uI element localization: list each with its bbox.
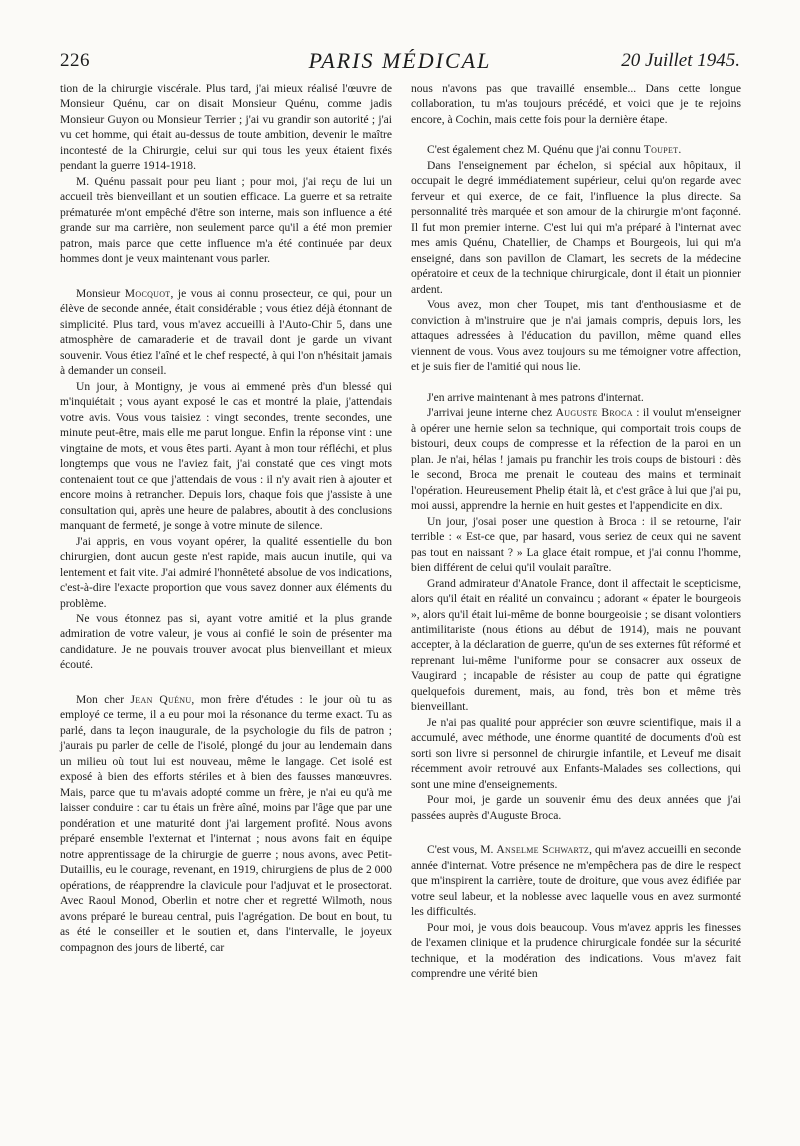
person-name: Auguste Broca (555, 407, 633, 420)
paragraph: J'ai appris, en vous voyant opérer, la qualité essentielle du bon chirurgien, dont aucun geste n'est rapide, mais aucun inutile, qui va lentement et fait vite. J'ai admiré l'honnêteté absolue de vos indications, c'est-à-dire l'exacte proportion que vous savez donner aux éléments du problème. (60, 535, 392, 610)
paragraph: M. Quénu passait pour peu liant ; pour moi, j'ai reçu de lui un accueil très bienveillant et un soutien efficace. La guerre et sa retraite prématurée m'ont empêché d'être son interne, mais son influence a été grande sur ma carrière, non seulement parce qu'il a été mon premier patron, mais parce que cette influence m'a été continuée par deux hommes dont je veux maintenant vous parler. (60, 175, 392, 266)
paragraph-jean-quenu: Mon cher Jean Quénu, mon frère d'études : le jour où tu as employé ce terme, il a eu pour moi la résonance du terme exact. Tu as parlé, dans ta leçon inaugurale, de la psychologie du fils de patron ; j'aurais pu parler de celle de l'isolé, plongé du jour au lendemain dans un milieu où tout lui est nouveau, même le langage. Cet isolé est exposé à bien des efforts stériles et à bien des fausses manœuvres. Mais, parce que tu m'avais adopté comme un frère, je n'ai eu qu'à me laisser conduire : car tu étais un frère aîné, moins par l'âge que par une pondération et une maturité dont j'ai largement profité. Nous avons préparé ensemble l'externat et l'internat ; nous avons fait en équipe notre apprentissage de la chirurgie de guerre ; nous avons, avec Petit-Dutaillis, eu le courage, revenant, en 1919, chirurgiens de plus de 2 000 opérations, de réapprendre la clavicule pour l'adjuvat et le prosectorat. Avec Raoul Monod, Oberlin et notre cher et regretté Wilmoth, nous avons préparé le bureau central, puis l'agrégation. De bout en bout, tu as été le conseiller et le soutien et, dans l'intervalle, le joyeux compagnon des jours de liberté, car (60, 693, 392, 954)
paragraph-schwartz: C'est vous, M. Anselme Schwartz, qui m'avez accueilli en seconde année d'internat. Votre présence ne m'empêchera pas de dire le respect que m'inspirent la carrière, toute de droiture, que vous avez édifiée par votre seul labeur, et la noblesse avec laquelle vous en avez surmonté les difficultés. (411, 844, 741, 919)
paragraph: Pour moi, je vous dois beaucoup. Vous m'avez appris les finesses de l'examen clinique et la prudence chirurgicale fondée sur la sécurité technique, et la modération des indications. Vous m'avez fait comprendre une vérité bien (411, 921, 741, 981)
paragraph-toupet: C'est également chez M. Quénu que j'ai connu Toupet. (427, 144, 682, 157)
person-name: Anselme Schwartz (496, 844, 590, 857)
paragraph: tion de la chirurgie viscérale. Plus tard, j'ai mieux réalisé l'œuvre de Monsieur Quénu, car on disait Monsieur Quénu, comme jadis Monsieur Guyon ou Monsieur Terrier ; j'ai vu grandir son autorité ; j'ai vu cet homme, qui était au-dessus de toute ambition, devenir le maître incontesté de la Chirurgie, celui sur qui tous les yeux étaient fixés pendant la guerre 1914-1918. (60, 83, 392, 173)
page-number: 226 (60, 50, 90, 71)
person-name: Mocquot (124, 287, 171, 300)
paragraph-mocquot: Monsieur Mocquot, je vous ai connu prosecteur, ce qui, pour un élève de seconde année, était considérable ; vous étiez déjà étonnant de simplicité. Plus tard, vous m'avez accueilli à l'Auto-Chir 5, dans une atmosphère de camaraderie et de travail dont je garde un vivant souvenir. Vous étiez l'aîné et le chef respecté, à qui l'on n'hésitait jamais à demander un conseil. (60, 287, 392, 378)
paragraph: Dans l'enseignement par échelon, si spécial aux hôpitaux, il occupait le degré immédiatement supérieur, celui qu'on regarde avec ferveur et qui exerce, de ce fait, l'influence la plus directe. Sa personnalité très marquée et son amour de la chirurgie m'ont façonné. Il fut mon premier interne. C'est lui qui m'a préparé à l'internat avec mes amis Quénu, Chatellier, de Champs et Bourgeois, lui qui m'a enseigné, dans son pavillon de Clamart, les secrets de la médecine opératoire et ceux de la technique chirurgicale, dont il était un pionnier ardent. (411, 159, 741, 296)
left-column (60, 82, 392, 956)
person-name: Toupet (643, 144, 679, 157)
paragraph: Un jour, à Montigny, je vous ai emmené près d'un blessé qui m'inquiétait ; vous ayant exposé le cas et montré la plaie, j'attendais votre avis. Vous vous taisiez : vingt secondes, trente secondes, une minute peut-être, mais elle me parut longue. Enfin la réponse vint : une vingtaine de mots, et vous êtes parti. Ayant à mon tour réfléchi, et plus longtemps que vous ne l'aviez fait, j'ai constaté que ces vingt mots contenaient tout ce que j'attendais de vous : il n'y avait rien à ajouter et encore moins à retrancher. Depuis lors, chaque fois que j'assiste à une consultation qui, après une heure de palabres, aboutit à des conclusions manquant de fermeté, je songe à votre minute de silence. (60, 380, 392, 533)
paragraph: Vous avez, mon cher Toupet, mis tant d'enthousiasme et de conviction à m'instruire que je n'ai jamais compris, depuis lors, les attaques adressées à l'éducation du pavillon, même quand elles viennent de vous. Vous avez toujours su me témoigner votre affection, et je suis fier de l'amitié qui nous lie. (411, 299, 741, 374)
running-header (60, 48, 740, 76)
paragraph: Ne vous étonnez pas si, ayant votre amitié et la plus grande admiration de votre valeur, je vous ai confié le soin de présenter ma candidature. Je ne pouvais trouver avocat plus bienveillant et mieux écouté. (60, 612, 392, 672)
issue-date: 20 Juillet 1945. (621, 50, 740, 71)
paragraph: Je n'ai pas qualité pour apprécier son œuvre scientifique, mais il a accumulé, avec méthode, une énorme quantité de documents d'où est sorti son livre si personnel de chirurgie infantile, et Leveuf me disait récemment avoir retrouvé aux Enfants-Malades ses collections, qui sont une mine d'enseignements. (411, 716, 741, 791)
paragraph: J'en arrive maintenant à mes patrons d'internat. (427, 391, 644, 404)
paragraph-broca: J'arrivai jeune interne chez Auguste Broca : il voulut m'enseigner à opérer une hernie selon sa technique, qui comportait trois coups de bistouri, deux coups de compresse et la réfection de la paroi en un plan. Je n'ai, hélas ! jamais pu franchir les trois coups de bistouri : dès le second, Broca me prenait le couteau des mains et terminait l'opération. Heureusement Phelip était là, et c'est grâce à lui que j'ai pu, moi aussi, apprendre la hernie en huit gestes et l'appendicite en dix. (411, 407, 741, 513)
paragraph: Un jour, j'osai poser une question à Broca : il se retourne, l'air terrible : « Est-ce que, par hasard, vous seriez de ceux qui ne savent pas tout en naissant ? » La glace était rompue, et j'ai connu l'homme, bien différent de celui qu'il voulait paraître. (411, 515, 741, 575)
paragraph: nous n'avons pas que travaillé ensemble... Dans cette longue collaboration, tu m'as toujours précédé, et voici que je te rejoins encore, à Cochin, mais cette fois pour la dernière étape. (411, 83, 741, 126)
journal-title: PARIS MÉDICAL (308, 48, 492, 73)
person-name: Jean Quénu (130, 693, 192, 706)
paragraph: Grand admirateur d'Anatole France, dont il affectait le scepticisme, alors qu'il était en réalité un convaincu ; adorant « épater le bourgeois », alors qu'il était lui-même de bonne bourgeoisie ; se disant volontiers antimilitariste (nous étions au début de 1914), mais ne pouvant accepter, à la déclaration de guerre, qu'un de ses externes fût réformé et reprenant lui-même l'uniforme pour se consacrer aux osseux de Vaugirard ; incapable de résister au coup de patte qui égratigne quelquefois durement, mais, au fond, très bon et même très bienveillant. (411, 577, 741, 714)
paragraph: Pour moi, je garde un souvenir ému des deux années que j'ai passées auprès d'Auguste Broca. (411, 794, 741, 822)
right-column (411, 82, 741, 983)
